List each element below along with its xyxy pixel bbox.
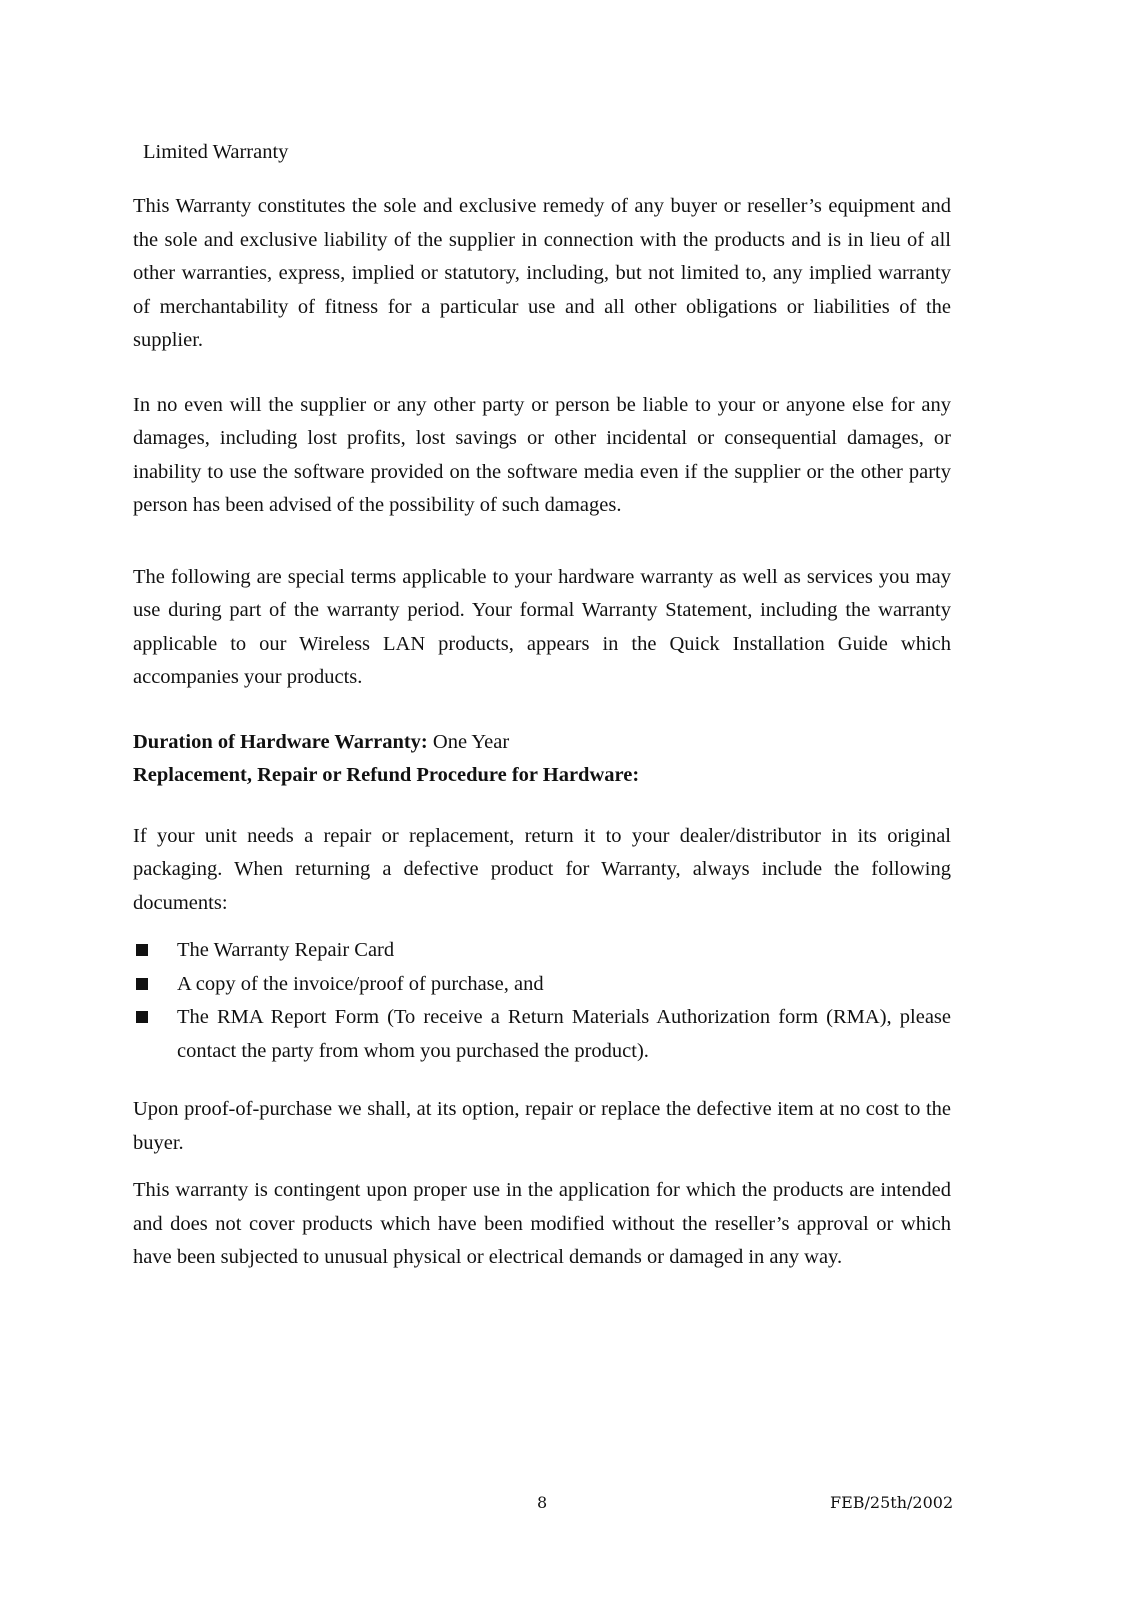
intro-paragraph: This Warranty constitutes the sole and exclusive remedy of any buyer or reseller’s equipment and the sole and exclusive liability of the supplier in connection with the products and is in lieu of all other warranties, express, implied or statutory, including, but not limited to, any implied warranty of merchantability of fitness for a particular use and all other obligations or liabilities of the supplier.: [133, 195, 951, 351]
page-content: [133, 137, 951, 1275]
page-title: Limited Warranty: [143, 141, 289, 163]
list-item: [133, 934, 951, 968]
procedure-heading: [133, 759, 951, 793]
list-item: [133, 1001, 951, 1068]
return-instructions-paragraph: If your unit needs a repair or replacement, return it to your dealer/distributor in its original packaging. When returning a defective product for Warranty, always include the following documents:: [133, 824, 951, 914]
contingency-paragraph: This warranty is contingent upon proper use in the application for which the products are intended and does not cover products which have been modified without the reseller’s approval or which have been subjected to unusual physical or electrical demands or damaged in any way.: [133, 1179, 951, 1268]
list-item-text: The RMA Report Form (To receive a Return Materials Authorization form (RMA), please contact the party from whom you purchased the product).: [177, 1006, 951, 1062]
warranty-duration-value: One Year: [427, 730, 510, 753]
warranty-duration-label: Duration of Hardware Warranty:: [133, 730, 428, 753]
procedure-heading-text: Replacement, Repair or Refund Procedure for Hardware:: [133, 764, 640, 786]
square-bullet-icon: [136, 1011, 148, 1023]
footer-date: FEB/25th/2002: [830, 1493, 954, 1512]
square-bullet-icon: [136, 978, 148, 990]
list-item-text: The Warranty Repair Card: [177, 939, 395, 961]
list-item-text: A copy of the invoice/proof of purchase, and: [177, 972, 544, 995]
special-terms-paragraph: The following are special terms applicable to your hardware warranty as well as services you may use during part of the warranty period. Your formal Warranty Statement, including the warranty applicable to our Wireless LAN products, appears in the Quick Installation Guide which accompanies your products.: [133, 565, 951, 688]
warranty-duration: [133, 726, 951, 760]
page-number: 8: [537, 1493, 548, 1512]
liability-paragraph: In no even will the supplier or any other party or person be liable to your or anyone else for any damages, including lost profits, lost savings or other incidental or consequential damages, or inability to use the software provided on the software media even if the supplier or the other party person has been advised of the possibility of such damages.: [133, 393, 951, 516]
list-item: [133, 968, 951, 1002]
proof-of-purchase-paragraph: Upon proof-of-purchase we shall, at its option, repair or replace the defective item at no cost to the buyer.: [133, 1098, 951, 1154]
required-documents-list: [133, 934, 951, 1068]
square-bullet-icon: [136, 944, 148, 956]
